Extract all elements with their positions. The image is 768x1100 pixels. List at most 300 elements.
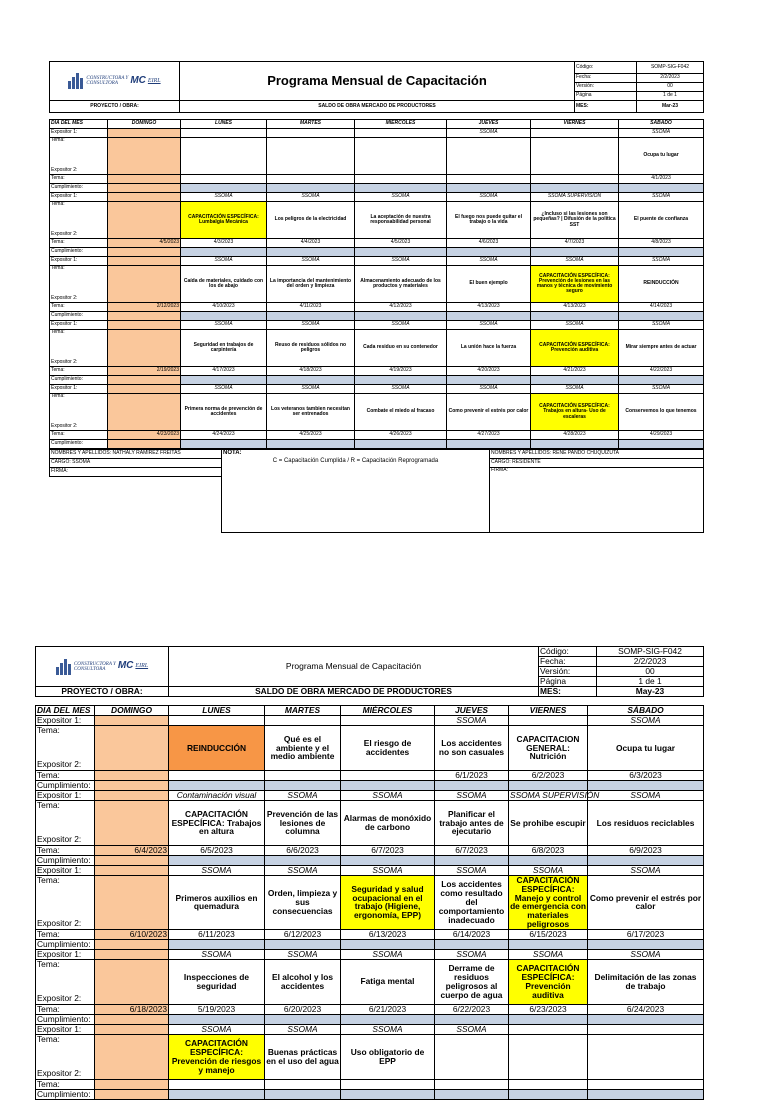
tema-value: La importancia del mantenimiento del orden y limpieza [267,266,355,303]
tema-value: Qué es el ambiente y el medio ambiente [265,726,341,771]
version-value: 00 [637,83,704,92]
date-value [355,175,447,184]
expositor-value: SSOMA [181,193,267,202]
expositor-value: SSOMA SUPERVISION [531,193,619,202]
expositor1-label: Expositor 1: [36,791,95,801]
expositor-value: SSOMA [169,866,265,876]
cumplimiento-label: Cumplimiento: [36,781,95,791]
cumplimiento-cell [588,781,704,791]
tema-value: CAPACITACION GENERAL: Nutrición [509,726,588,771]
tema-value: El riesgo de accidentes [341,726,435,771]
codigo-label: Código: [575,62,637,74]
calendar-grid [49,119,704,449]
tema-value [267,138,355,175]
expositor-value: SSOMA [588,716,704,726]
sunday-date: 6/10/2023 [95,929,169,939]
tema-value: CAPACITACIÓN ESPECÍFICA: Prevención de lesiones en las manos y técnica de movimiento seguro [531,266,619,303]
company-logo: CONSTRUCTORA Y CONSULTORA MC EIRL [50,62,180,101]
sunday-date: 4/23/2023 [108,431,181,440]
expositor2-label: Expositor 2: [37,759,82,770]
expositor-value: SSOMA [181,257,267,266]
expositor-value [509,716,588,726]
cumplimiento-cell [588,856,704,866]
cumplimiento-cell [355,248,447,257]
expositor-value: SSOMA [531,257,619,266]
tema-value: Primeros auxilios en quemadura [169,876,265,930]
tema-value: CAPACITACIÓN ESPECÍFICA: Manejo y control de emergencia con materiales peligrosos [510,875,586,930]
cumplimiento-cell [341,781,435,791]
sunday-cell [108,312,181,321]
right-signer-name: NOMBRES Y APELLIDOS: RENE PANDO CHUQUIZUTA [490,450,704,459]
tema-date-label: Tema: [36,1004,95,1014]
version-value: 00 [597,667,704,677]
proyecto-label: PROYECTO / OBRA: [50,101,180,113]
tema-value: El buen ejemplo [447,266,531,303]
tema-value: Conservemos lo que tenemos [619,394,704,431]
day-header: MARTES [265,706,341,716]
date-value: 4/22/2023 [619,367,704,376]
tema-value: Prevención de las lesiones de columna [265,801,341,846]
cumplimiento-cell [509,781,588,791]
date-value: 4/26/2023 [355,431,447,440]
expositor-value: SSOMA [341,791,435,801]
expositor2-label: Expositor 2: [37,918,82,929]
cumplimiento-cell [435,1089,509,1099]
expositor-value: SSOMA [341,866,435,876]
tema-expositor2-label [36,801,95,846]
cumplimiento-cell [509,1089,588,1099]
pagina-label: Página [575,92,637,101]
fecha-value: 2/2/2023 [637,74,704,83]
sunday-cell [95,1034,169,1079]
tema-value: Primera norma de prevención de accidentes [181,394,267,431]
expositor-value: SSOMA [435,716,509,726]
expositor-value [265,716,341,726]
day-header: VIERNES [531,120,619,129]
sheet-march [49,61,703,533]
expositor-value: SSOMA [355,193,447,202]
expositor-value: SSOMA [447,193,531,202]
cumplimiento-cell [588,1089,704,1099]
sunday-cell [108,321,181,330]
cumplimiento-label: Cumplimiento: [36,939,95,949]
expositor-value: SSOMA [267,257,355,266]
cumplimiento-cell [447,184,531,193]
cumplimiento-cell [341,1014,435,1024]
date-value: 4/8/2023 [619,239,704,248]
cumplimiento-cell [531,376,619,385]
tema-expositor2-label [50,138,108,175]
tema-value: Se prohibe escupir [509,801,588,846]
tema-value: Combate el miedo al fracaso [355,394,447,431]
cumplimiento-cell [265,939,341,949]
tema-value [509,1034,588,1079]
tema-date-label: Tema: [50,367,108,376]
date-value: 4/24/2023 [181,431,267,440]
cumplimiento-cell [531,248,619,257]
date-value [341,771,435,781]
sunday-cell [108,394,181,431]
tema-value: CAPACITACIÓN ESPECÍFICA: Prevención auditiva [531,330,619,367]
cumplimiento-cell [355,312,447,321]
date-value: 4/11/2023 [267,303,355,312]
pagina-label: Página [539,677,597,687]
tema-expositor2-label [36,726,95,771]
company-logo: CONSTRUCTORA Y CONSULTORA MC EIRL [36,647,169,687]
fecha-label: Fecha: [575,74,637,83]
expositor2-label: Expositor 2: [37,993,82,1004]
date-value: 4/13/2023 [531,303,619,312]
day-header: MARTES [267,120,355,129]
day-header: MIÉRCOLES [355,120,447,129]
expositor-value: SSOMA [619,257,704,266]
cumplimiento-cell [435,781,509,791]
cumplimiento-cell [619,248,704,257]
tema-date-label: Tema: [36,771,95,781]
cumplimiento-label: Cumplimiento: [36,1014,95,1024]
codigo-value: SOMP-SIG-F042 [637,62,704,74]
expositor-value: SSOMA [509,866,588,876]
tema-value: Cada residuo en su contenedor [355,330,447,367]
expositor-value: SSOMA [265,1024,341,1034]
expositor-value: SSOMA [588,949,704,959]
cumplimiento-cell [619,440,704,449]
tema-value: CAPACITACIÓN ESPECÍFICA: Trabajos en altura [169,801,265,846]
tema-label: Tema: [51,265,65,271]
date-value: 6/17/2023 [588,929,704,939]
cumplimiento-cell [169,1089,265,1099]
right-signer-firma: FIRMA: [490,468,704,533]
cumplimiento-cell [619,312,704,321]
expositor-value [509,1024,588,1034]
expositor-value: SSOMA [265,866,341,876]
date-value [435,1079,509,1089]
expositor2-label: Expositor 2: [37,834,82,845]
cumplimiento-cell [181,184,267,193]
expositor-value [181,129,267,138]
day-header: LUNES [169,706,265,716]
tema-expositor2-label [50,330,108,367]
sunday-cell [95,876,169,930]
expositor2-label: Expositor 2: [37,1068,82,1079]
expositor-value: SSOMA [619,193,704,202]
date-value: 6/12/2023 [265,929,341,939]
expositor1-label: Expositor 1: [36,949,95,959]
date-value [267,175,355,184]
tema-date-label: Tema: [36,1079,95,1089]
cumplimiento-cell [341,939,435,949]
expositor-value: SSOMA [267,193,355,202]
expositor-value: SSOMA [588,791,704,801]
date-value: 6/1/2023 [435,771,509,781]
sunday-cell [108,202,181,239]
cumplimiento-cell [447,312,531,321]
cumplimiento-cell [447,440,531,449]
tema-value: Seguridad en trabajos de carpintería [181,330,267,367]
date-value: 6/5/2023 [169,846,265,856]
date-value: 4/14/2023 [619,303,704,312]
page-title: Programa Mensual de Capacitación [180,62,575,101]
sunday-date [108,175,181,184]
expositor-value: SSOMA [435,791,509,801]
tema-value: Ocupa tu lugar [588,726,704,771]
tema-value [531,138,619,175]
tema-value: CAPACITACIÓN ESPECÍFICA: Lumbalgia Mecánica [181,202,267,239]
tema-value: Alarmas de monóxido de carbono [341,801,435,846]
expositor-value: SSOMA [531,385,619,394]
expositor-value: SSOMA [435,949,509,959]
cumplimiento-cell [267,248,355,257]
expositor-value: SSOMA [435,866,509,876]
cumplimiento-cell [531,312,619,321]
cumplimiento-cell [169,1014,265,1024]
expositor-value: SSOMA SUPERVISIÓN [510,790,600,801]
tema-value [447,138,531,175]
tema-value [355,138,447,175]
tema-value: REINDUCCIÓN [619,266,704,303]
sunday-cell [108,129,181,138]
sunday-cell [95,791,169,801]
version-label: Versión: [539,667,597,677]
date-value: 6/13/2023 [341,929,435,939]
date-value: 6/22/2023 [435,1004,509,1014]
day-header: VIERNES [509,706,588,716]
cumplimiento-cell [265,1014,341,1024]
date-value: 4/28/2023 [531,431,619,440]
cumplimiento-label: Cumplimiento: [50,248,108,257]
day-header: LUNES [181,120,267,129]
left-signer-cargo: CARGO: SSOMA [50,459,222,468]
cumplimiento-cell [169,781,265,791]
expositor-value [355,129,447,138]
expositor-value: SSOMA [267,385,355,394]
tema-date-label: Tema: [50,431,108,440]
cumplimiento-cell [355,376,447,385]
tema-value: El alcohol y los accidentes [265,959,341,1004]
cumplimiento-label: Cumplimiento: [50,440,108,449]
page-title: Programa Mensual de Capacitación [169,647,539,687]
tema-expositor2-label [36,959,95,1004]
tema-expositor2-label [36,1034,95,1079]
day-header: JUEVES [435,706,509,716]
cumplimiento-cell [435,939,509,949]
expositor-value: SSOMA [355,385,447,394]
sunday-date: 2/19/2023 [108,367,181,376]
expositor-value: SSOMA [181,321,267,330]
date-value [588,1079,704,1089]
date-value: 6/15/2023 [509,929,588,939]
sheet-may [35,646,703,1100]
cumplimiento-cell [588,1014,704,1024]
expositor1-label: Expositor 1: [50,129,108,138]
tema-value: Derrame de residuos peligrosos al cuerpo de agua [435,959,509,1004]
expositor-value: SSOMA [341,1024,435,1034]
cumplimiento-cell [509,856,588,866]
cumplimiento-cell [181,248,267,257]
tema-value: Almacenamiento adecuado de los productos y materiales [355,266,447,303]
tema-value: Los peligros de la electricidad [267,202,355,239]
date-value: 6/7/2023 [341,846,435,856]
pagina-value: 1 de 1 [597,677,704,687]
tema-date-label: Tema: [36,846,95,856]
expositor2-label: Expositor 2: [51,166,78,173]
sunday-date [95,1079,169,1089]
expositor-value: SSOMA [447,385,531,394]
date-value [265,771,341,781]
date-value: 6/9/2023 [588,846,704,856]
cumplimiento-cell [267,376,355,385]
expositor-value: SSOMA [447,129,531,138]
mes-value: Mar-23 [637,101,704,113]
expositor1-label: Expositor 1: [50,257,108,266]
tema-value [588,1034,704,1079]
cumplimiento-cell [169,856,265,866]
obra-value: SALDO DE OBRA MERCADO DE PRODUCTORES [180,101,575,113]
tema-value: Mirar siempre antes de actuar [619,330,704,367]
cumplimiento-label: Cumplimiento: [50,376,108,385]
tema-label: Tema: [51,201,65,207]
cumplimiento-cell [181,440,267,449]
mes-label: MES: [539,687,597,697]
day-header: DOMINGO [95,706,169,716]
nota-text: C = Capacitación Cumplida / R = Capacitación Reprogramada [272,458,439,465]
tema-value: Buenas prácticas en el uso del agua [265,1034,341,1079]
tema-value: Inspecciones de seguridad [169,959,265,1004]
sunday-date: 2/12/2023 [108,303,181,312]
expositor-value: SSOMA [267,321,355,330]
cumplimiento-cell [181,376,267,385]
sunday-date: 6/4/2023 [95,846,169,856]
date-value: 4/6/2023 [447,239,531,248]
date-value: 6/2/2023 [509,771,588,781]
date-value: 6/20/2023 [265,1004,341,1014]
pagina-value: 1 de 1 [637,92,704,101]
expositor-value: Contaminación visual [169,791,265,801]
tema-date-label: Tema: [50,303,108,312]
building-icon [56,659,71,675]
expositor-value: SSOMA [435,1024,509,1034]
expositor1-label: Expositor 1: [36,866,95,876]
header-table [35,646,704,697]
calendar-grid [35,705,704,1100]
expositor-value: SSOMA [265,791,341,801]
tema-value: Seguridad y salud ocupacional en el trabajo (Higiene, ergonomía, EPP) [341,876,435,930]
expositor2-label: Expositor 2: [51,422,78,429]
cumplimiento-cell [267,440,355,449]
date-value: 6/6/2023 [265,846,341,856]
date-value [531,175,619,184]
date-value [509,1079,588,1089]
sunday-date [95,771,169,781]
expositor-value [531,129,619,138]
cumplimiento-cell [619,184,704,193]
tema-label: Tema: [37,875,60,885]
date-value: 4/27/2023 [447,431,531,440]
sunday-cell [108,440,181,449]
sunday-cell [95,726,169,771]
expositor1-label: Expositor 1: [36,1024,95,1034]
cumplimiento-cell [355,184,447,193]
date-value: 4/29/2023 [619,431,704,440]
expositor1-label: Expositor 1: [50,385,108,394]
cumplimiento-cell [531,440,619,449]
tema-value: Planificar el trabajo antes de ejecutario [435,801,509,846]
date-value: 6/8/2023 [509,846,588,856]
sunday-cell [108,257,181,266]
cumplimiento-label: Cumplimiento: [50,184,108,193]
tema-value: Uso obligatorio de EPP [341,1034,435,1079]
tema-value: ¿Incluso si las lesiones son pequeñas? | Difusión de la política SST [531,202,619,239]
expositor-value: SSOMA [341,949,435,959]
sunday-cell [95,959,169,1004]
sunday-cell [108,376,181,385]
signature-footer [49,449,704,533]
cumplimiento-cell [169,939,265,949]
sunday-cell [95,1024,169,1034]
nota-box [222,450,490,533]
day-header: SÁBADO [588,706,704,716]
left-signer-name: NOMBRES Y APELLIDOS: NATHALY RAMIREZ FREITAS [50,450,222,459]
tema-label: Tema: [51,137,65,143]
sunday-date: 4/5/2023 [108,239,181,248]
sunday-cell [95,1089,169,1099]
fecha-value: 2/2/2023 [597,657,704,667]
cumplimiento-cell [267,312,355,321]
mes-value: May-23 [597,687,704,697]
date-value: 4/19/2023 [355,367,447,376]
date-value: 4/1/2023 [619,175,704,184]
tema-value: CAPACITACIÓN ESPECÍFICA: Trabajos en altura- Uso de escaleras [531,394,619,431]
tema-value: Reuso de residuos sólidos no peligros [267,330,355,367]
right-signer-cargo: CARGO: RESIDENTE [490,459,704,468]
tema-date-label: Tema: [50,239,108,248]
tema-label: Tema: [37,958,60,969]
tema-value: Fatiga mental [341,959,435,1004]
expositor1-label: Expositor 1: [50,193,108,202]
tema-value: El fuego nos puede quitar el trabajo o la vida [447,202,531,239]
cumplimiento-cell [267,184,355,193]
sunday-cell [108,184,181,193]
cumplimiento-cell [265,781,341,791]
expositor-value: SSOMA [169,949,265,959]
expositor1-label: Expositor 1: [50,321,108,330]
sunday-date: 6/18/2023 [95,1004,169,1014]
cumplimiento-cell [435,856,509,866]
expositor-value: SSOMA [509,949,588,959]
expositor2-label: Expositor 2: [51,230,78,237]
tema-value: Los veteranos tambien necesitan ser entrenados [267,394,355,431]
mes-label: MES: [575,101,637,113]
expositor-value: SSOMA [588,866,704,876]
left-blank [50,477,222,533]
tema-label: Tema: [51,393,65,399]
date-value [169,1079,265,1089]
cumplimiento-cell [265,856,341,866]
expositor-value: SSOMA [265,949,341,959]
obra-value: SALDO DE OBRA MERCADO DE PRODUCTORES [169,687,539,697]
date-value: 4/20/2023 [447,367,531,376]
day-header: MIÉRCOLES [341,706,435,716]
codigo-label: Código: [539,647,597,657]
sunday-cell [108,330,181,367]
tema-value: Orden, limpieza y sus consecuencias [265,876,341,930]
sunday-cell [95,716,169,726]
sunday-cell [95,801,169,846]
date-value: 4/12/2023 [355,303,447,312]
version-label: Versión: [575,83,637,92]
sunday-cell [108,266,181,303]
sunday-cell [108,248,181,257]
